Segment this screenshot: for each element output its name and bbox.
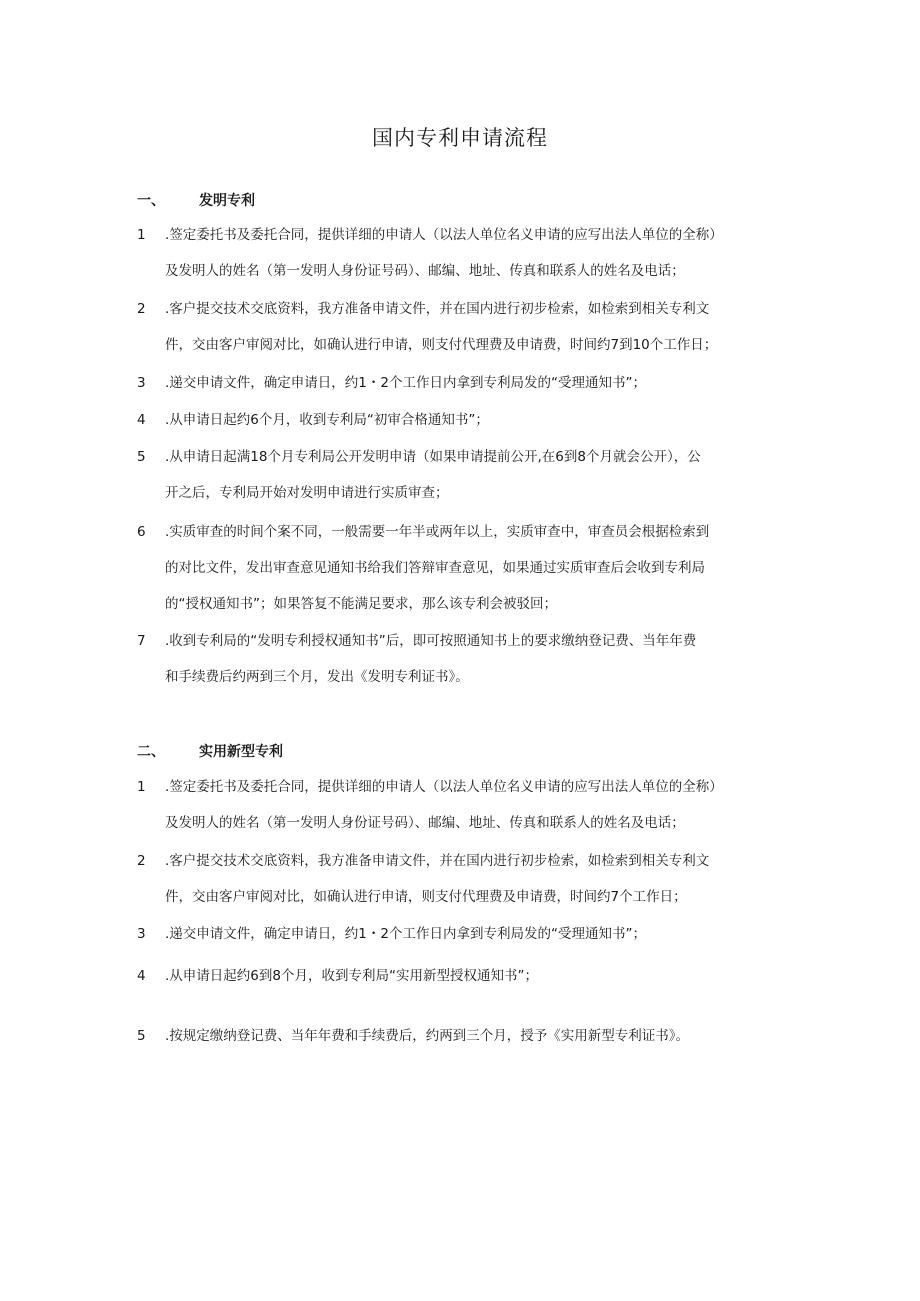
section-title: 发明专利 xyxy=(199,193,255,209)
item-number: 3 xyxy=(137,375,146,391)
section-heading-invention xyxy=(137,190,255,210)
item-number: 1 xyxy=(137,779,146,795)
item-number: 5 xyxy=(137,1028,146,1044)
list-item xyxy=(137,916,797,952)
item-line: .收到专利局的“发明专利授权通知书”后，即可按照通知书上的要求缴纳登记费、当年年费 xyxy=(165,633,697,649)
item-line: .签定委托书及委托合同，提供详细的申请人（以法人单位名义申请的应写出法人单位的全称） xyxy=(165,779,723,795)
item-number: 2 xyxy=(137,301,146,317)
item-line: .递交申请文件，确定申请日，约1・2个工作日内拿到专利局发的“受理通知书”； xyxy=(165,375,646,391)
list-item xyxy=(137,402,797,438)
item-number: 4 xyxy=(137,968,146,984)
item-line: .递交申请文件，确定申请日，约1・2个工作日内拿到专利局发的“受理通知书”； xyxy=(165,926,646,942)
item-line: 的“授权通知书”；如果答复不能满足要求，那么该专利会被驳回； xyxy=(165,596,557,612)
item-line: .签定委托书及委托合同，提供详细的申请人（以法人单位名义申请的应写出法人单位的全称） xyxy=(165,227,723,243)
item-number: 4 xyxy=(137,412,146,428)
item-line: .实质审查的时间个案不同，一般需要一年半或两年以上，实质审查中，审查员会根据检索到 xyxy=(165,524,710,540)
item-line: 的对比文件，发出审查意见通知书给我们答辩审查意见，如果通过实质审查后会收到专利局 xyxy=(165,560,705,576)
item-number: 2 xyxy=(137,853,146,869)
list-item xyxy=(137,623,797,695)
item-line: 和手续费后约两到三个月，发出《发明专利证书》。 xyxy=(165,669,469,685)
section-number: 一、 xyxy=(137,193,165,209)
item-line: 开之后，专利局开始对发明申请进行实质审查； xyxy=(165,485,449,501)
list-item xyxy=(137,217,797,289)
item-line: .客户提交技术交底资料，我方准备申请文件，并在国内进行初步检索，如检索到相关专利文 xyxy=(165,853,710,869)
item-line: .从申请日起约6到8个月，收到专利局“实用新型授权通知书”； xyxy=(165,968,538,984)
item-line: .从申请日起约6个月，收到专利局“初审合格通知书”； xyxy=(165,412,489,428)
item-line: .按规定缴纳登记费、当年年费和手续费后，约两到三个月，授予《实用新型专利证书》。 xyxy=(165,1028,690,1044)
section-title: 实用新型专利 xyxy=(199,744,283,760)
item-line: 件，交由客户审阅对比，如确认进行申请，则支付代理费及申请费，时间约7个工作日； xyxy=(165,889,687,905)
item-number: 1 xyxy=(137,227,146,243)
item-line: .从申请日起满18个月专利局公开发明申请（如果申请提前公开,在6到8个月就会公开），公 xyxy=(165,449,701,465)
item-line: 件，交由客户审阅对比，如确认进行申请，则支付代理费及申请费，时间约7到10个工作日； xyxy=(165,337,718,353)
list-item xyxy=(137,365,797,401)
item-line: 及发明人的姓名（第一发明人身份证号码）、邮编、地址、传真和联系人的姓名及电话； xyxy=(165,815,685,831)
list-item xyxy=(137,1018,797,1054)
list-item xyxy=(137,769,797,841)
item-number: 6 xyxy=(137,524,146,540)
list-item xyxy=(137,843,797,915)
list-item xyxy=(137,514,797,622)
list-item xyxy=(137,958,797,994)
item-number: 5 xyxy=(137,449,146,465)
item-line: .客户提交技术交底资料，我方准备申请文件，并在国内进行初步检索，如检索到相关专利文 xyxy=(165,301,710,317)
item-number: 7 xyxy=(137,633,146,649)
section-heading-utility-model xyxy=(137,741,283,761)
section-number: 二、 xyxy=(137,744,165,760)
item-number: 3 xyxy=(137,926,146,942)
page-title: 国内专利申请流程 xyxy=(372,126,548,150)
list-item xyxy=(137,439,797,511)
item-line: 及发明人的姓名（第一发明人身份证号码）、邮编、地址、传真和联系人的姓名及电话； xyxy=(165,263,685,279)
list-item xyxy=(137,291,797,363)
